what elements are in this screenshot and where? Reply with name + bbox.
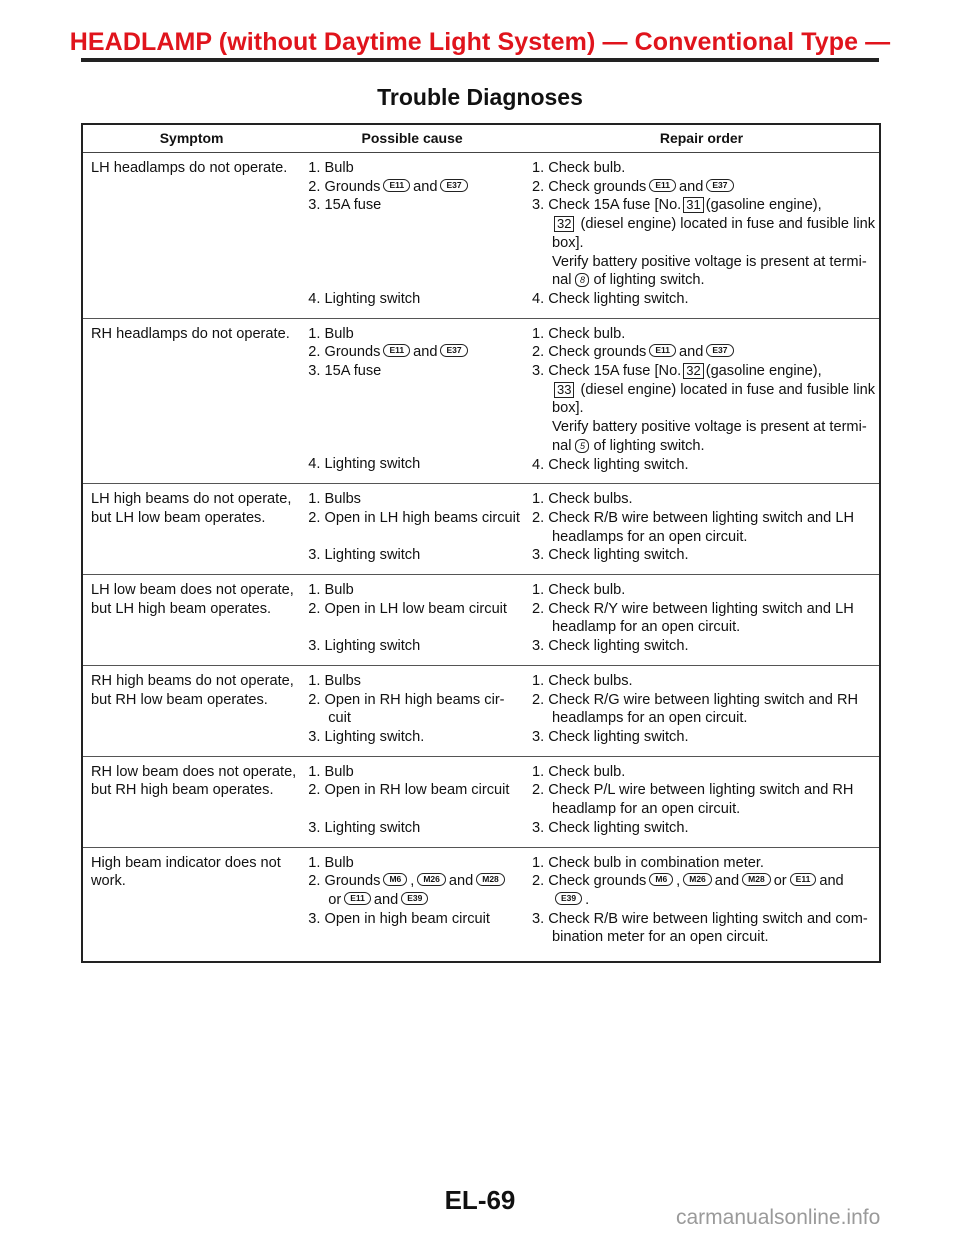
repair-cell: 1. Check bulb. 2. Check R/Y wire between lighting switch and LH headlamp for an open circuit. 3. Check lighting switch. xyxy=(524,575,880,666)
fuse-number-box: 32 xyxy=(554,216,574,232)
symptom-cell: RH headlamps do not operate. xyxy=(82,318,300,484)
connector-e37-icon: E37 xyxy=(440,344,467,357)
connector-e11-icon: E11 xyxy=(649,179,676,192)
table-row xyxy=(82,575,880,666)
header-rule xyxy=(81,58,879,62)
connector-e37-icon: E37 xyxy=(440,179,467,192)
terminal-icon: 8 xyxy=(575,273,589,287)
connector-m28-icon: M28 xyxy=(742,873,771,886)
symptom-cell: RH low beam does not operate, but RH high beam operates. xyxy=(82,756,300,847)
connector-m26-icon: M26 xyxy=(417,873,446,886)
table-row xyxy=(82,318,880,484)
table-row xyxy=(82,665,880,756)
cause-cell: 1. Bulb 2. Open in LH low beam circuit 3. Lighting switch xyxy=(300,575,524,666)
symptom-cell: LH low beam does not operate, but LH high beam operates. xyxy=(82,575,300,666)
repair-cell: 1. Check bulb. 2. Check grounds E11 and E37 3. Check 15A fuse [No. 31 (gasoline engine), 32 (diesel engine) located in fuse and fusible link box]. Verify battery positive voltage is present at termi- nal 8 of lighting switch. 4. Check lighting switch. xyxy=(524,153,880,319)
connector-e37-icon: E37 xyxy=(706,344,733,357)
cause-cell: 1. Bulb 2. Grounds E11 and E37 3. 15A fuse 4. Lighting switch xyxy=(300,318,524,484)
cause-cell: 1. Bulb 2. Grounds M6 , M26 and M28 or E11 and E39 3. Open in high beam circuit xyxy=(300,847,524,962)
symptom-cell: High beam indicator does not work. xyxy=(91,854,281,890)
page-title: Trouble Diagnoses xyxy=(377,84,583,110)
table-row xyxy=(82,484,880,575)
connector-m26-icon: M26 xyxy=(683,873,712,886)
watermark: carmanualsonline.info xyxy=(676,1206,881,1229)
cause-cell: 1. Bulb 2. Grounds E11 and E37 3. 15A fuse 4. Lighting switch xyxy=(300,153,524,319)
connector-e11-icon: E11 xyxy=(790,873,817,886)
connector-e11-icon: E11 xyxy=(649,344,676,357)
repair-cell: 1. Check bulb. 2. Check grounds E11 and E37 3. Check 15A fuse [No. 32 (gasoline engine), 33 (diesel engine) located in fuse and fusible link box]. Verify battery positive voltage is present at termi- nal 5 of lighting switch. 4. Check lighting switch. xyxy=(524,318,880,484)
connector-e37-icon: E37 xyxy=(706,179,733,192)
symptom-cell: LH headlamps do not operate. xyxy=(82,153,300,319)
connector-e39-icon: E39 xyxy=(401,892,428,905)
table-row xyxy=(82,847,880,962)
repair-cell: 1. Check bulbs. 2. Check R/B wire between lighting switch and LH headlamps for an open circuit. 3. Check lighting switch. xyxy=(524,484,880,575)
repair-cell: 1. Check bulb. 2. Check P/L wire between lighting switch and RH headlamp for an open circuit. 3. Check lighting switch. xyxy=(524,756,880,847)
connector-e11-icon: E11 xyxy=(344,892,371,905)
connector-m6-icon: M6 xyxy=(649,873,673,886)
table-row xyxy=(82,756,880,847)
trouble-diagnoses-table xyxy=(81,123,881,963)
fuse-number-box: 31 xyxy=(683,197,703,213)
terminal-icon: 5 xyxy=(575,439,589,453)
repair-cell: 1. Check bulb in combination meter. 2. Check grounds M6 , M26 and M28 or E11 and E39 . 3. Check R/B wire between lighting switch and com- bination meter for an open circuit. xyxy=(531,854,868,946)
repair-cell: 1. Check bulbs. 2. Check R/G wire between lighting switch and RH headlamps for an open circuit. 3. Check lighting switch. xyxy=(524,665,880,756)
cause-cell: 1. Bulb 2. Open in RH low beam circuit 3. Lighting switch xyxy=(300,756,524,847)
connector-m28-icon: M28 xyxy=(476,873,505,886)
page-number: EL-69 xyxy=(444,1185,516,1215)
table-header-row xyxy=(82,124,880,153)
connector-e11-icon: E11 xyxy=(383,179,410,192)
connector-e11-icon: E11 xyxy=(383,344,410,357)
symptom-cell: LH high beams do not operate, but LH low beam operates. xyxy=(82,484,300,575)
connector-e39-icon: E39 xyxy=(555,892,582,905)
fuse-number-box: 33 xyxy=(554,382,574,398)
cause-cell: 1. Bulbs 2. Open in RH high beams cir- cuit 3. Lighting switch. xyxy=(300,665,524,756)
header-symptom: Symptom xyxy=(82,124,300,153)
fuse-number-box: 32 xyxy=(683,363,703,379)
table-row xyxy=(82,153,880,319)
cause-cell: 1. Bulbs 2. Open in LH high beams circuit 3. Lighting switch xyxy=(300,484,524,575)
section-header: HEADLAMP (without Daytime Light System) — Conventional Type — xyxy=(69,28,891,56)
connector-m6-icon: M6 xyxy=(383,873,407,886)
symptom-cell: RH high beams do not operate, but RH low beam operates. xyxy=(82,665,300,756)
header-cause: Possible cause xyxy=(300,124,524,153)
header-repair: Repair order xyxy=(524,124,880,153)
